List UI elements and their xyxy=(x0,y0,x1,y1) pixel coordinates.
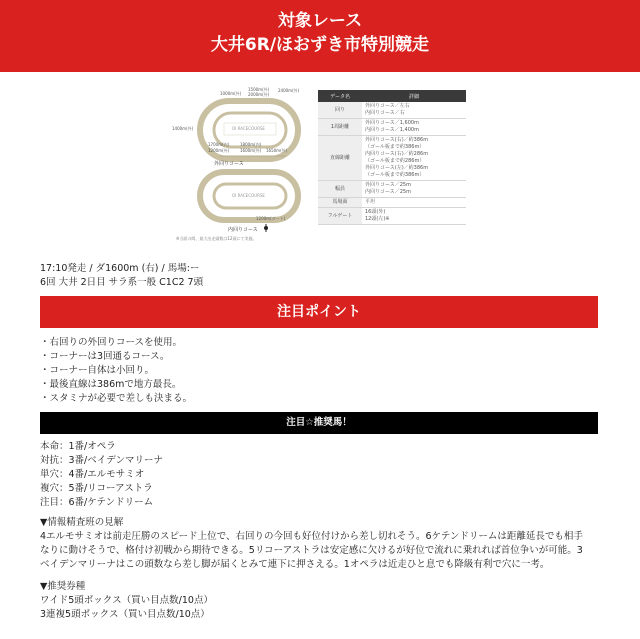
table-header-row xyxy=(318,90,466,102)
picks-list xyxy=(40,440,163,510)
table-row xyxy=(318,198,466,208)
course-data-table xyxy=(318,90,466,225)
distance-label: 1000m(外) xyxy=(220,91,242,96)
race-info-line: 17:10発走 / ダ1600m (右) / 馬場:ー xyxy=(40,263,200,274)
header-title: 対象レース xyxy=(277,11,363,31)
list-item: ・右回りの外回りコースを使用。 xyxy=(40,337,183,348)
bet-line: 3連複5頭ボックス（買い目点数/10点） xyxy=(40,609,210,620)
race-name: 大井6R/ほおずき市特別競走 xyxy=(210,35,430,55)
race-info-line: 6回 大井 2日目 サラ系一般 C1C2 7頭 xyxy=(40,277,204,288)
course-logo: OI RACECOURSE xyxy=(232,126,265,131)
bets-section xyxy=(40,580,213,622)
row-value: 外回りコース(右)／約386m （ゴール板まで約386m） 内回りコース(右)／約286m （ゴール板まで約286m） 外回りコース(左)／約386m （ゴール板まで約386m） xyxy=(362,136,466,181)
course-logo: OI RACECOURSE xyxy=(232,193,265,198)
table-row xyxy=(318,102,466,119)
row-key: 直線距離 xyxy=(318,136,362,181)
row-key: 馬場面 xyxy=(318,198,362,208)
list-item: 対抗：3番/ベイデンマリーナ xyxy=(40,455,164,466)
row-value: 平坦 xyxy=(362,198,466,208)
list-item: ・コーナー自体は小回り。 xyxy=(40,365,155,376)
focus-points-list xyxy=(40,336,192,406)
analysis-text: ベイデンマリーナはこの頭数なら差し脚が届くとみて連下に押さえる。1オペラは近走ひと息でも降級有利で穴に一考。 xyxy=(40,559,550,570)
list-item: ・スタミナが必要で差しも決まる。 xyxy=(40,393,193,404)
list-item: 本命：1番/オペラ xyxy=(40,441,116,452)
list-item: 複穴：5番/リコーアストラ xyxy=(40,483,153,494)
table-row xyxy=(318,136,466,181)
row-value: 外回りコース／1,600m 内回りコース／1,400m xyxy=(362,119,466,136)
distance-label: 1650m(外) xyxy=(266,148,288,153)
course-map xyxy=(170,86,320,248)
bet-line: ワイド5頭ボックス（買い目点数/10点） xyxy=(40,595,213,606)
distance-label: 1700m(内) xyxy=(208,142,230,147)
distance-label: 1400m(外) xyxy=(172,126,194,131)
list-item: 単穴：4番/エルモサミオ xyxy=(40,469,145,480)
distance-label: 1500m(外) xyxy=(248,87,270,92)
column-header: データ名 xyxy=(318,90,362,102)
row-key: 1周距離 xyxy=(318,119,362,136)
row-key: フルゲート xyxy=(318,208,362,225)
analysis-text: 4エルモサミオは前走圧勝のスピード上位で、右回りの今回も好位付けから差し切れそう。6ケテンドリームは距離延長でも相手 xyxy=(40,531,583,542)
table-row xyxy=(318,208,466,225)
table-row xyxy=(318,181,466,198)
analysis-text: なりに動けそうで、格付け初戦から期待できる。5リコーアストラは安定感に欠けるが好位で流れに乗れれば首位争いが可能。3 xyxy=(40,545,583,556)
outer-course-label: 外回りコース xyxy=(214,161,244,167)
bets-heading: ▼推奨券種 xyxy=(40,581,86,592)
start-label: 1200m(ダート) xyxy=(256,216,286,221)
distance-label: 1200m(外) xyxy=(208,148,230,153)
list-item: 注目：6番/ケテンドリーム xyxy=(40,497,154,508)
list-item: ・最後直線は386mで地方最長。 xyxy=(40,379,182,390)
row-key: 幅員 xyxy=(318,181,362,198)
analysis-heading: ▼情報精査班の見解 xyxy=(40,517,124,528)
distance-label: 2400m(外) xyxy=(278,88,300,93)
course-note: ※当面の間、最大出走頭数は12頭にて実施。 xyxy=(176,236,257,241)
row-value: 16頭(外) 12頭(左)※ xyxy=(362,208,466,225)
analysis-section xyxy=(40,516,605,572)
race-info xyxy=(40,262,203,290)
table-row xyxy=(318,119,466,136)
row-value: 外回りコース／25m 内回りコース／25m xyxy=(362,181,466,198)
focus-points-heading: 注目ポイント xyxy=(40,296,598,328)
distance-label: 2000m(外) xyxy=(248,92,270,97)
picks-heading: 注目☆推奨馬！ xyxy=(40,412,598,434)
course-diagram xyxy=(170,86,320,248)
page-header xyxy=(0,0,640,72)
list-item: ・コーナーは3回通るコース。 xyxy=(40,351,170,362)
distance-label: 1800m(内) xyxy=(240,142,262,147)
row-key: 回り xyxy=(318,102,362,119)
distance-label: 1600m(外) xyxy=(240,148,262,153)
row-value: 外回りコース／左右 内回りコース／右 xyxy=(362,102,466,119)
column-header: 詳細 xyxy=(362,90,466,102)
inner-course-label: 内回りコース xyxy=(228,227,258,233)
